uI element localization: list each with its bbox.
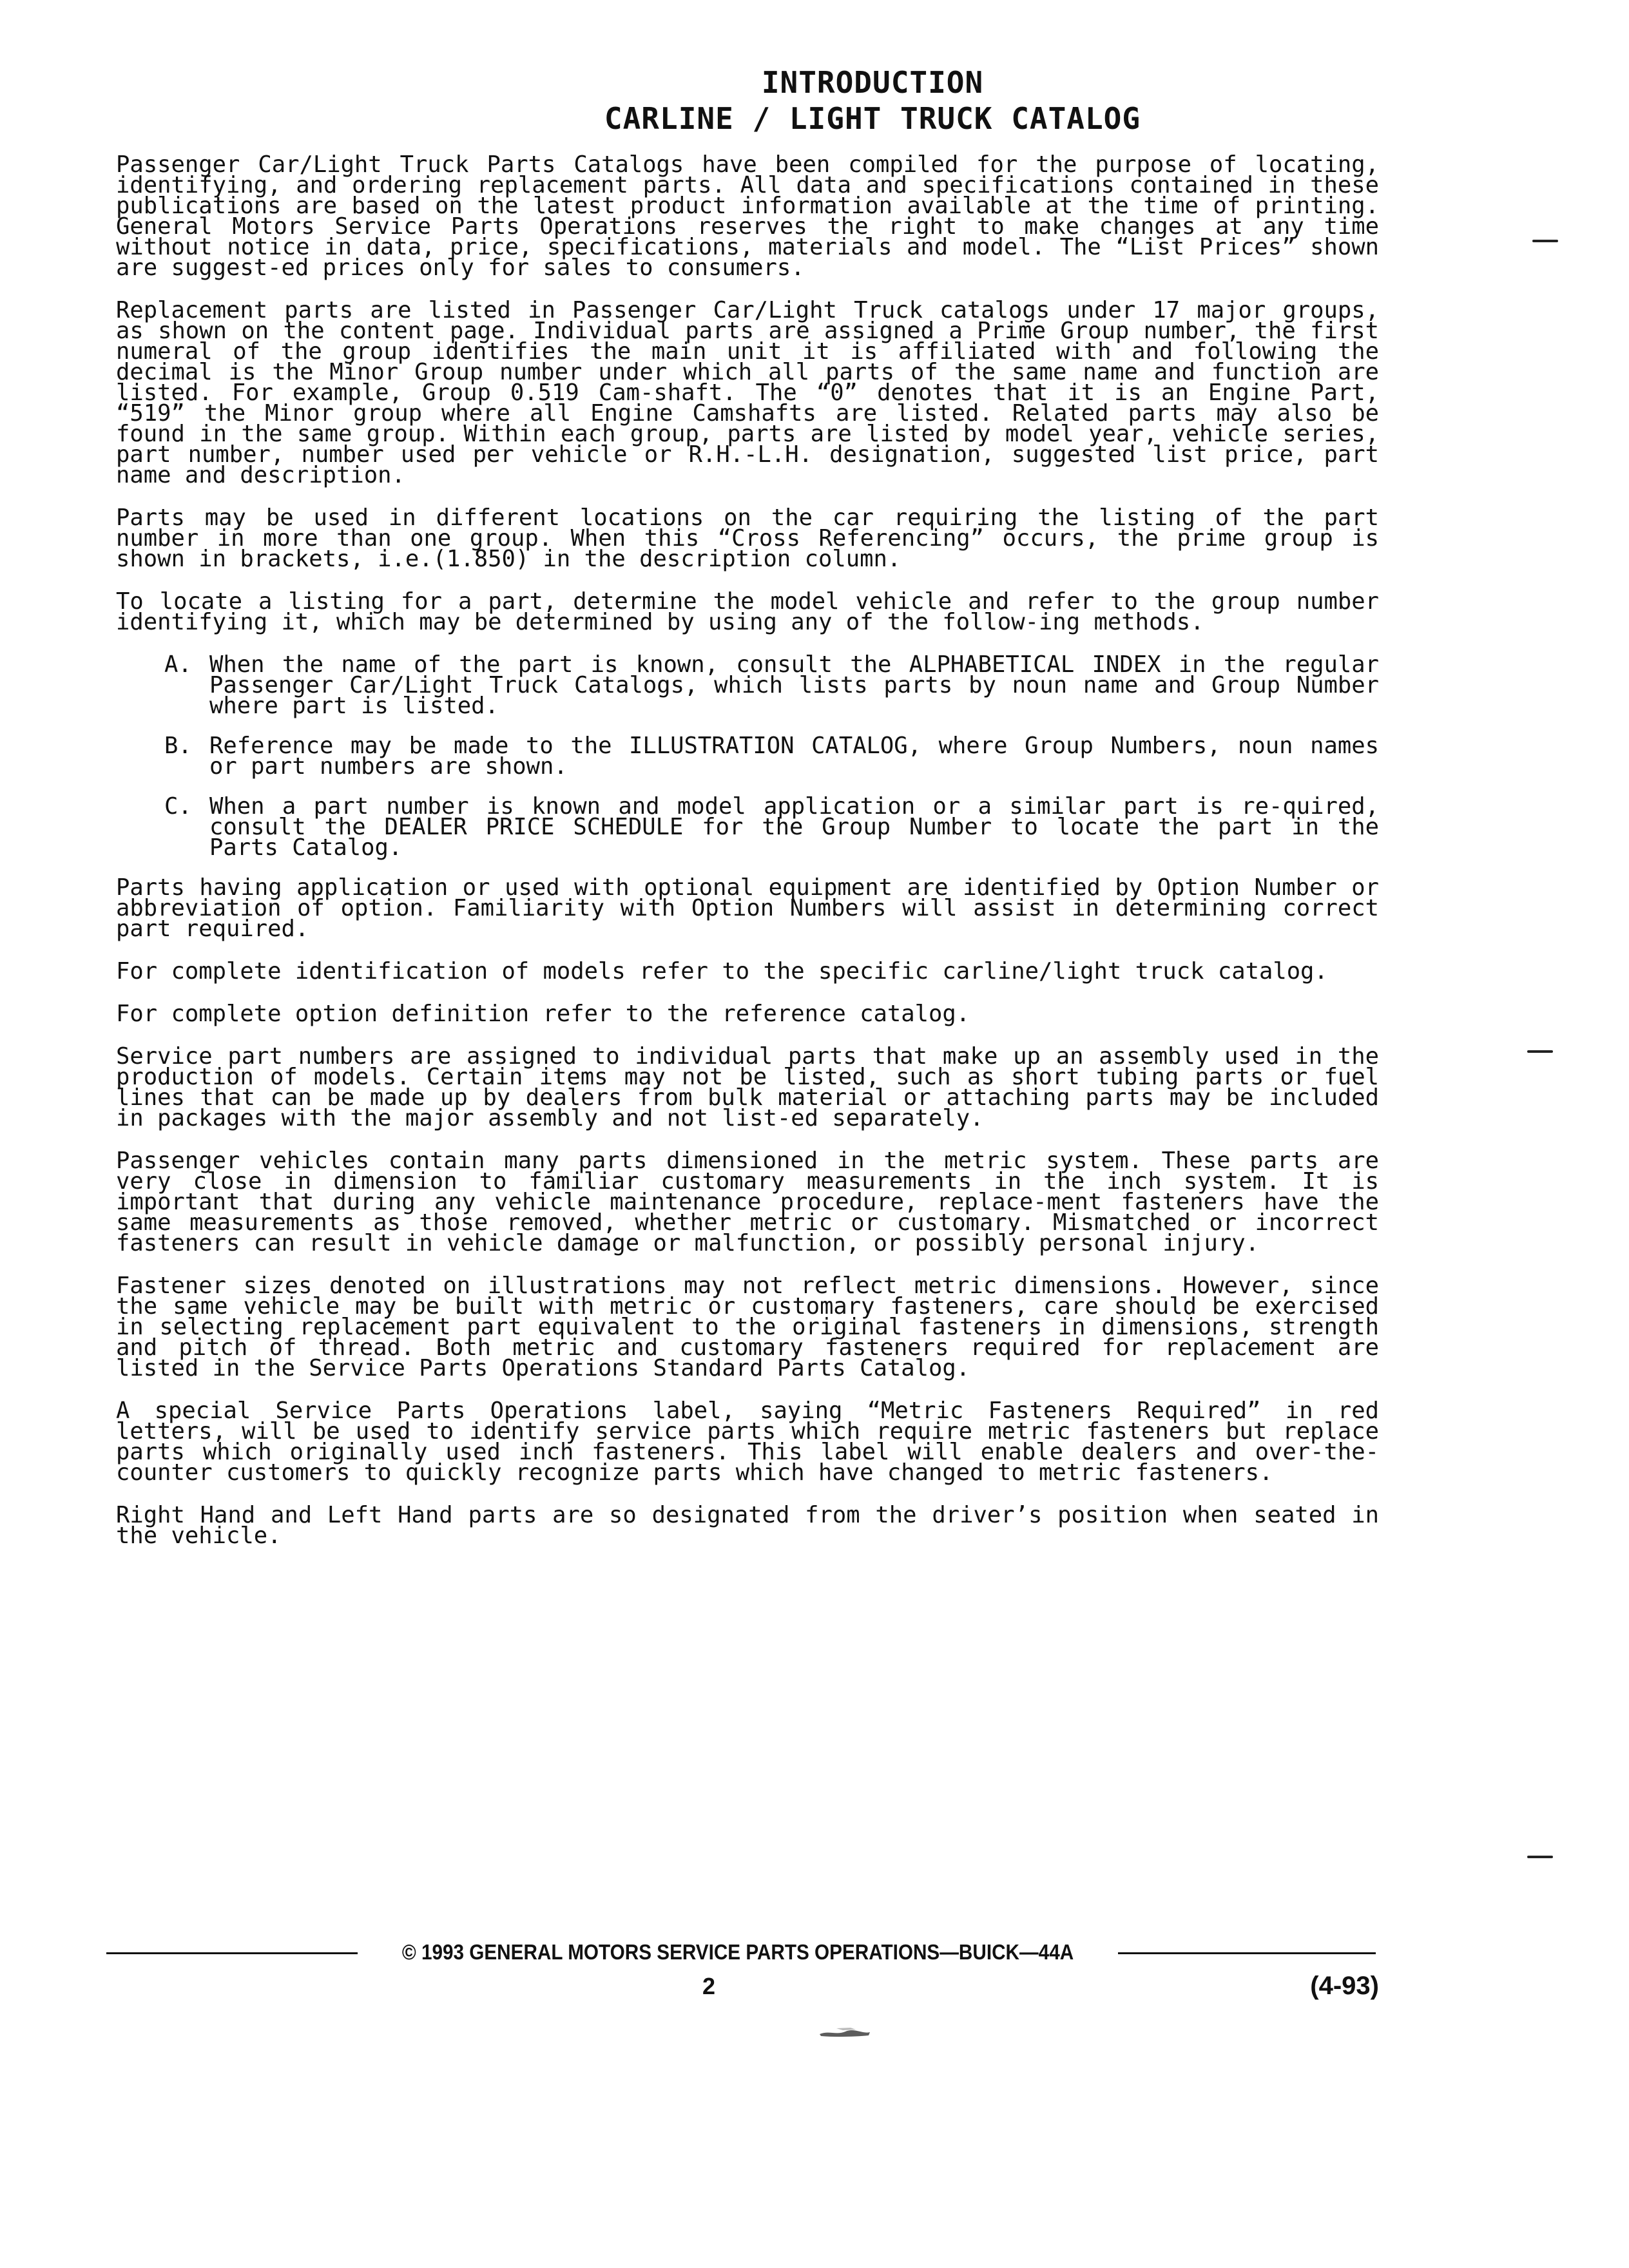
paragraph-metric-label: A special Service Parts Operations label, saying “Metric Fasteners Required” in red letters, will be used to identify service parts which require metric fasteners but replace parts which originally used inch fasteners. This label will enable dealers and over-the-counter customers to quickly recognize parts which have changed to metric fasteners. (116, 1398, 1379, 1486)
list-item (116, 651, 1379, 719)
paragraph-models: For complete identification of models refer to the specific carline/light truck catalog. (116, 958, 1328, 985)
footer-rule-left (106, 1952, 358, 1954)
footer-copyright: © 1993 GENERAL MOTORS SERVICE PARTS OPERATIONS—BUICK—44A (401, 1940, 1074, 1964)
list-item-letter: C. (164, 793, 192, 820)
list-item-letter: A. (164, 651, 192, 678)
scan-smudge (817, 2026, 872, 2038)
body-text (116, 151, 1379, 1568)
margin-mark (1532, 240, 1558, 242)
paragraph-option-definition: For complete option definition refer to the reference catalog. (116, 1001, 970, 1027)
page-number: 2 (702, 1973, 716, 1999)
list-item (116, 793, 1379, 861)
margin-mark (1527, 1050, 1553, 1053)
page-title (0, 64, 1629, 137)
list-item-letter: B. (164, 733, 192, 759)
paragraph-service-part-numbers: Service part numbers are assigned to individual parts that make up an assembly used in the production of models. Certain items may not be listed, such as short tubing parts or fuel lines that can be made up by dealers from bulk material or attaching parts may be included in packages with the major assembly and not list-ed separately. (116, 1043, 1379, 1131)
title-line-1: INTRODUCTION (761, 65, 984, 100)
list-item-text: When a part number is known and model application or a similar part is re-quired, consult the DEALER PRICE SCHEDULE for the Group Number to locate the part in the Parts Catalog. (209, 793, 1379, 861)
list-item (116, 733, 1379, 780)
paragraph-purpose: Passenger Car/Light Truck Parts Catalogs have been compiled for the purpose of locating, identifying, and ordering replacement parts. All data and specifications contained in these publications are based on the latest product information available at the time of printing. General Motors Service Parts Operations reserves the right to make changes at any time without notice in data, price, specifications, materials and model. The “List Prices” shown are suggest-ed prices only for sales to consumers. (116, 151, 1379, 281)
footer-rule-right (1118, 1952, 1376, 1954)
paragraph-cross-reference: Parts may be used in different locations on the car requiring the listing of the part number in more than one group. When this “Cross Referencing” occurs, the prime group is shown in brackets, i.e.(1.850) in the description column. (116, 505, 1379, 572)
paragraph-right-left-hand: Right Hand and Left Hand parts are so designated from the driver’s position when seated in the vehicle. (116, 1502, 1379, 1549)
margin-mark (1527, 1856, 1553, 1858)
paragraph-locate-listing: To locate a listing for a part, determine the model vehicle and refer to the group number identifying it, which may be determined by using any of the follow-ing methods. (116, 588, 1379, 635)
list-item-text: When the name of the part is known, consult the ALPHABETICAL INDEX in the regular Passenger Car/Light Truck Catalogs, which lists parts by noun name and Group Number where part is listed. (209, 651, 1379, 719)
methods-list (116, 651, 1379, 861)
paragraph-groups: Replacement parts are listed in Passenger Car/Light Truck catalogs under 17 major groups, as shown on the content page. Individual parts are assigned a Prime Group number, the first numeral of the group identifies the main unit it is affiliated with and following the decimal is the Minor Group number under which all parts of the same name and function are listed. For example, Group 0.519 Cam-shaft. The “0” denotes that it is an Engine Part, “519” the Minor group where all Engine Camshafts are listed. Related parts may also be found in the same group. Within each group, parts are listed by model year, vehicle series, part number, number used per vehicle or R.H.-L.H. designation, suggested list price, part name and description. (116, 297, 1379, 488)
list-item-text: Reference may be made to the ILLUSTRATION CATALOG, where Group Numbers, noun names or part numbers are shown. (209, 733, 1379, 780)
title-line-2: CARLINE / LIGHT TRUCK CATALOG (604, 101, 1141, 136)
date-code: (4-93) (1310, 1972, 1379, 2000)
paragraph-options: Parts having application or used with optional equipment are identified by Option Number or abbreviation of option. Familiarity with Option Numbers will assist in determining correct part required. (116, 874, 1379, 942)
paragraph-metric-system: Passenger vehicles contain many parts dimensioned in the metric system. These parts are very close in dimension to familiar customary measurements in the inch system. It is important that during any vehicle maintenance procedure, replace-ment fasteners have the same measurements as those removed, whether metric or customary. Mismatched or incorrect fasteners can result in vehicle damage or malfunction, or possibly personal injury. (116, 1148, 1379, 1256)
paragraph-fastener-sizes: Fastener sizes denoted on illustrations may not reflect metric dimensions. However, since the same vehicle may be built with metric or customary fasteners, care should be exercised in selecting replacement part equivalent to the original fasteners in dimensions, strength and pitch of thread. Both metric and customary fasteners required for replacement are listed in the Service Parts Operations Standard Parts Catalog. (116, 1273, 1379, 1381)
